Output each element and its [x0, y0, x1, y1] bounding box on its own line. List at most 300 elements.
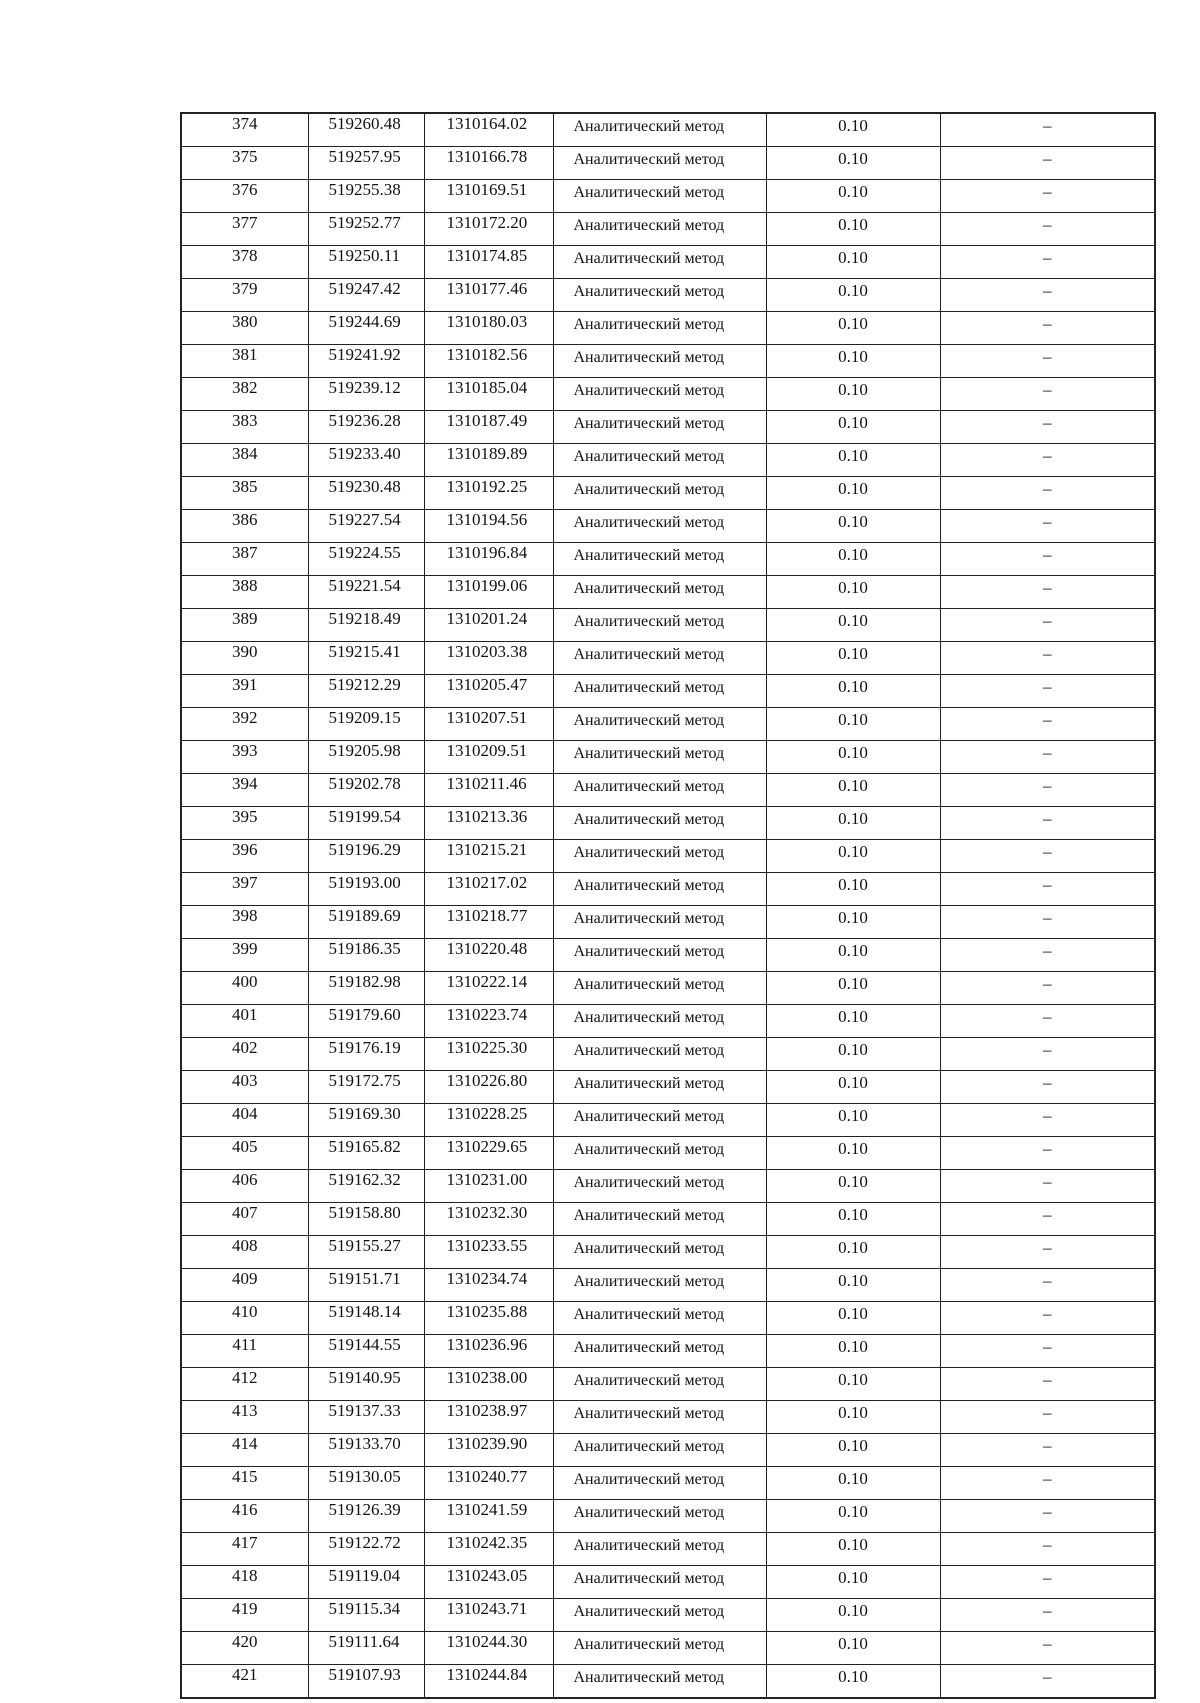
description-cell: – [940, 1137, 1155, 1170]
point-number-cell: 404 [181, 1104, 308, 1137]
table-row [181, 411, 1155, 444]
method-cell: Аналитический метод [553, 213, 766, 246]
y-coordinate-cell: 1310231.00 [424, 1170, 553, 1203]
description-cell: – [940, 1632, 1155, 1665]
y-coordinate-cell: 1310207.51 [424, 708, 553, 741]
accuracy-cell: 0.10 [766, 807, 940, 840]
table-row [181, 1401, 1155, 1434]
accuracy-cell: 0.10 [766, 1665, 940, 1699]
x-coordinate-cell: 519155.27 [308, 1236, 424, 1269]
x-coordinate-cell: 519233.40 [308, 444, 424, 477]
description-cell: – [940, 312, 1155, 345]
point-number-cell: 417 [181, 1533, 308, 1566]
x-coordinate-cell: 519169.30 [308, 1104, 424, 1137]
x-coordinate-cell: 519247.42 [308, 279, 424, 312]
x-coordinate-cell: 519202.78 [308, 774, 424, 807]
x-coordinate-cell: 519176.19 [308, 1038, 424, 1071]
x-coordinate-cell: 519250.11 [308, 246, 424, 279]
x-coordinate-cell: 519130.05 [308, 1467, 424, 1500]
x-coordinate-cell: 519119.04 [308, 1566, 424, 1599]
y-coordinate-cell: 1310209.51 [424, 741, 553, 774]
method-cell: Аналитический метод [553, 1203, 766, 1236]
accuracy-cell: 0.10 [766, 543, 940, 576]
method-cell: Аналитический метод [553, 1500, 766, 1533]
table-row [181, 345, 1155, 378]
method-cell: Аналитический метод [553, 1236, 766, 1269]
point-number-cell: 421 [181, 1665, 308, 1699]
y-coordinate-cell: 1310180.03 [424, 312, 553, 345]
description-cell: – [940, 444, 1155, 477]
point-number-cell: 407 [181, 1203, 308, 1236]
x-coordinate-cell: 519212.29 [308, 675, 424, 708]
method-cell: Аналитический метод [553, 708, 766, 741]
x-coordinate-cell: 519107.93 [308, 1665, 424, 1699]
accuracy-cell: 0.10 [766, 1236, 940, 1269]
coordinates-table [180, 112, 1156, 1699]
description-cell: – [940, 543, 1155, 576]
point-number-cell: 405 [181, 1137, 308, 1170]
method-cell: Аналитический метод [553, 246, 766, 279]
x-coordinate-cell: 519205.98 [308, 741, 424, 774]
table-row [181, 113, 1155, 147]
accuracy-cell: 0.10 [766, 576, 940, 609]
y-coordinate-cell: 1310243.05 [424, 1566, 553, 1599]
table-row [181, 213, 1155, 246]
method-cell: Аналитический метод [553, 1665, 766, 1699]
point-number-cell: 384 [181, 444, 308, 477]
method-cell: Аналитический метод [553, 1170, 766, 1203]
x-coordinate-cell: 519257.95 [308, 147, 424, 180]
method-cell: Аналитический метод [553, 741, 766, 774]
method-cell: Аналитический метод [553, 1104, 766, 1137]
table-row [181, 1170, 1155, 1203]
method-cell: Аналитический метод [553, 576, 766, 609]
table-row [181, 1500, 1155, 1533]
y-coordinate-cell: 1310238.97 [424, 1401, 553, 1434]
table-row [181, 609, 1155, 642]
accuracy-cell: 0.10 [766, 1038, 940, 1071]
method-cell: Аналитический метод [553, 1632, 766, 1665]
point-number-cell: 394 [181, 774, 308, 807]
x-coordinate-cell: 519230.48 [308, 477, 424, 510]
description-cell: – [940, 1368, 1155, 1401]
description-cell: – [940, 609, 1155, 642]
description-cell: – [940, 807, 1155, 840]
method-cell: Аналитический метод [553, 807, 766, 840]
point-number-cell: 378 [181, 246, 308, 279]
accuracy-cell: 0.10 [766, 1137, 940, 1170]
y-coordinate-cell: 1310164.02 [424, 113, 553, 147]
y-coordinate-cell: 1310244.84 [424, 1665, 553, 1699]
point-number-cell: 398 [181, 906, 308, 939]
method-cell: Аналитический метод [553, 906, 766, 939]
description-cell: – [940, 972, 1155, 1005]
description-cell: – [940, 411, 1155, 444]
accuracy-cell: 0.10 [766, 312, 940, 345]
point-number-cell: 420 [181, 1632, 308, 1665]
y-coordinate-cell: 1310203.38 [424, 642, 553, 675]
y-coordinate-cell: 1310239.90 [424, 1434, 553, 1467]
table-row [181, 1005, 1155, 1038]
point-number-cell: 396 [181, 840, 308, 873]
accuracy-cell: 0.10 [766, 972, 940, 1005]
method-cell: Аналитический метод [553, 840, 766, 873]
table-row [181, 279, 1155, 312]
accuracy-cell: 0.10 [766, 1467, 940, 1500]
table-row [181, 1104, 1155, 1137]
x-coordinate-cell: 519122.72 [308, 1533, 424, 1566]
y-coordinate-cell: 1310196.84 [424, 543, 553, 576]
description-cell: – [940, 180, 1155, 213]
table-row [181, 1368, 1155, 1401]
description-cell: – [940, 1302, 1155, 1335]
method-cell: Аналитический метод [553, 147, 766, 180]
accuracy-cell: 0.10 [766, 113, 940, 147]
accuracy-cell: 0.10 [766, 1302, 940, 1335]
accuracy-cell: 0.10 [766, 180, 940, 213]
accuracy-cell: 0.10 [766, 1500, 940, 1533]
y-coordinate-cell: 1310187.49 [424, 411, 553, 444]
table-row [181, 972, 1155, 1005]
description-cell: – [940, 246, 1155, 279]
method-cell: Аналитический метод [553, 1533, 766, 1566]
y-coordinate-cell: 1310194.56 [424, 510, 553, 543]
x-coordinate-cell: 519244.69 [308, 312, 424, 345]
table-row [181, 1071, 1155, 1104]
method-cell: Аналитический метод [553, 1599, 766, 1632]
point-number-cell: 408 [181, 1236, 308, 1269]
x-coordinate-cell: 519111.64 [308, 1632, 424, 1665]
description-cell: – [940, 510, 1155, 543]
point-number-cell: 413 [181, 1401, 308, 1434]
accuracy-cell: 0.10 [766, 840, 940, 873]
description-cell: – [940, 1533, 1155, 1566]
description-cell: – [940, 675, 1155, 708]
table-row [181, 1335, 1155, 1368]
accuracy-cell: 0.10 [766, 708, 940, 741]
y-coordinate-cell: 1310189.89 [424, 444, 553, 477]
table-row [181, 741, 1155, 774]
method-cell: Аналитический метод [553, 609, 766, 642]
coordinates-table-body [181, 113, 1155, 1698]
accuracy-cell: 0.10 [766, 213, 940, 246]
x-coordinate-cell: 519115.34 [308, 1599, 424, 1632]
x-coordinate-cell: 519193.00 [308, 873, 424, 906]
description-cell: – [940, 906, 1155, 939]
table-row [181, 1434, 1155, 1467]
accuracy-cell: 0.10 [766, 378, 940, 411]
table-row [181, 576, 1155, 609]
table-row [181, 1467, 1155, 1500]
y-coordinate-cell: 1310177.46 [424, 279, 553, 312]
description-cell: – [940, 1335, 1155, 1368]
point-number-cell: 392 [181, 708, 308, 741]
method-cell: Аналитический метод [553, 1005, 766, 1038]
y-coordinate-cell: 1310241.59 [424, 1500, 553, 1533]
table-row [181, 774, 1155, 807]
x-coordinate-cell: 519172.75 [308, 1071, 424, 1104]
accuracy-cell: 0.10 [766, 675, 940, 708]
description-cell: – [940, 279, 1155, 312]
method-cell: Аналитический метод [553, 1566, 766, 1599]
y-coordinate-cell: 1310232.30 [424, 1203, 553, 1236]
accuracy-cell: 0.10 [766, 411, 940, 444]
accuracy-cell: 0.10 [766, 1335, 940, 1368]
method-cell: Аналитический метод [553, 180, 766, 213]
point-number-cell: 375 [181, 147, 308, 180]
method-cell: Аналитический метод [553, 279, 766, 312]
y-coordinate-cell: 1310213.36 [424, 807, 553, 840]
point-number-cell: 379 [181, 279, 308, 312]
point-number-cell: 380 [181, 312, 308, 345]
accuracy-cell: 0.10 [766, 1203, 940, 1236]
method-cell: Аналитический метод [553, 345, 766, 378]
accuracy-cell: 0.10 [766, 906, 940, 939]
x-coordinate-cell: 519224.55 [308, 543, 424, 576]
y-coordinate-cell: 1310166.78 [424, 147, 553, 180]
y-coordinate-cell: 1310220.48 [424, 939, 553, 972]
accuracy-cell: 0.10 [766, 774, 940, 807]
description-cell: – [940, 708, 1155, 741]
point-number-cell: 400 [181, 972, 308, 1005]
accuracy-cell: 0.10 [766, 279, 940, 312]
accuracy-cell: 0.10 [766, 741, 940, 774]
accuracy-cell: 0.10 [766, 510, 940, 543]
table-row [181, 180, 1155, 213]
method-cell: Аналитический метод [553, 378, 766, 411]
x-coordinate-cell: 519179.60 [308, 1005, 424, 1038]
table-row [181, 840, 1155, 873]
point-number-cell: 388 [181, 576, 308, 609]
table-row [181, 1632, 1155, 1665]
description-cell: – [940, 1236, 1155, 1269]
point-number-cell: 383 [181, 411, 308, 444]
accuracy-cell: 0.10 [766, 1434, 940, 1467]
accuracy-cell: 0.10 [766, 444, 940, 477]
method-cell: Аналитический метод [553, 1038, 766, 1071]
point-number-cell: 419 [181, 1599, 308, 1632]
description-cell: – [940, 1566, 1155, 1599]
table-row [181, 1665, 1155, 1699]
x-coordinate-cell: 519252.77 [308, 213, 424, 246]
description-cell: – [940, 1170, 1155, 1203]
description-cell: – [940, 147, 1155, 180]
y-coordinate-cell: 1310243.71 [424, 1599, 553, 1632]
x-coordinate-cell: 519218.49 [308, 609, 424, 642]
method-cell: Аналитический метод [553, 1401, 766, 1434]
y-coordinate-cell: 1310229.65 [424, 1137, 553, 1170]
table-row [181, 1269, 1155, 1302]
accuracy-cell: 0.10 [766, 477, 940, 510]
x-coordinate-cell: 519255.38 [308, 180, 424, 213]
method-cell: Аналитический метод [553, 774, 766, 807]
y-coordinate-cell: 1310172.20 [424, 213, 553, 246]
table-row [181, 1038, 1155, 1071]
accuracy-cell: 0.10 [766, 1104, 940, 1137]
accuracy-cell: 0.10 [766, 1071, 940, 1104]
method-cell: Аналитический метод [553, 873, 766, 906]
y-coordinate-cell: 1310238.00 [424, 1368, 553, 1401]
description-cell: – [940, 1599, 1155, 1632]
x-coordinate-cell: 519239.12 [308, 378, 424, 411]
y-coordinate-cell: 1310226.80 [424, 1071, 553, 1104]
x-coordinate-cell: 519162.32 [308, 1170, 424, 1203]
method-cell: Аналитический метод [553, 312, 766, 345]
point-number-cell: 391 [181, 675, 308, 708]
x-coordinate-cell: 519158.80 [308, 1203, 424, 1236]
table-row [181, 1203, 1155, 1236]
point-number-cell: 395 [181, 807, 308, 840]
table-row [181, 1236, 1155, 1269]
table-row [181, 477, 1155, 510]
x-coordinate-cell: 519236.28 [308, 411, 424, 444]
description-cell: – [940, 213, 1155, 246]
y-coordinate-cell: 1310205.47 [424, 675, 553, 708]
description-cell: – [940, 1500, 1155, 1533]
table-row [181, 1533, 1155, 1566]
x-coordinate-cell: 519133.70 [308, 1434, 424, 1467]
description-cell: – [940, 774, 1155, 807]
y-coordinate-cell: 1310217.02 [424, 873, 553, 906]
table-row [181, 675, 1155, 708]
table-row [181, 378, 1155, 411]
point-number-cell: 374 [181, 113, 308, 147]
method-cell: Аналитический метод [553, 113, 766, 147]
point-number-cell: 401 [181, 1005, 308, 1038]
accuracy-cell: 0.10 [766, 147, 940, 180]
accuracy-cell: 0.10 [766, 642, 940, 675]
x-coordinate-cell: 519215.41 [308, 642, 424, 675]
description-cell: – [940, 113, 1155, 147]
x-coordinate-cell: 519126.39 [308, 1500, 424, 1533]
description-cell: – [940, 1665, 1155, 1699]
table-row [181, 147, 1155, 180]
table-row [181, 1566, 1155, 1599]
point-number-cell: 399 [181, 939, 308, 972]
description-cell: – [940, 840, 1155, 873]
accuracy-cell: 0.10 [766, 1368, 940, 1401]
y-coordinate-cell: 1310182.56 [424, 345, 553, 378]
y-coordinate-cell: 1310222.14 [424, 972, 553, 1005]
x-coordinate-cell: 519209.15 [308, 708, 424, 741]
y-coordinate-cell: 1310236.96 [424, 1335, 553, 1368]
point-number-cell: 414 [181, 1434, 308, 1467]
description-cell: – [940, 1434, 1155, 1467]
point-number-cell: 390 [181, 642, 308, 675]
method-cell: Аналитический метод [553, 642, 766, 675]
x-coordinate-cell: 519199.54 [308, 807, 424, 840]
accuracy-cell: 0.10 [766, 246, 940, 279]
y-coordinate-cell: 1310240.77 [424, 1467, 553, 1500]
method-cell: Аналитический метод [553, 510, 766, 543]
y-coordinate-cell: 1310244.30 [424, 1632, 553, 1665]
point-number-cell: 406 [181, 1170, 308, 1203]
description-cell: – [940, 1104, 1155, 1137]
point-number-cell: 397 [181, 873, 308, 906]
point-number-cell: 386 [181, 510, 308, 543]
accuracy-cell: 0.10 [766, 1170, 940, 1203]
table-row [181, 906, 1155, 939]
method-cell: Аналитический метод [553, 1137, 766, 1170]
table-row [181, 312, 1155, 345]
method-cell: Аналитический метод [553, 972, 766, 1005]
y-coordinate-cell: 1310201.24 [424, 609, 553, 642]
method-cell: Аналитический метод [553, 675, 766, 708]
method-cell: Аналитический метод [553, 939, 766, 972]
point-number-cell: 387 [181, 543, 308, 576]
y-coordinate-cell: 1310233.55 [424, 1236, 553, 1269]
accuracy-cell: 0.10 [766, 609, 940, 642]
x-coordinate-cell: 519186.35 [308, 939, 424, 972]
point-number-cell: 415 [181, 1467, 308, 1500]
description-cell: – [940, 939, 1155, 972]
table-row [181, 1599, 1155, 1632]
y-coordinate-cell: 1310228.25 [424, 1104, 553, 1137]
point-number-cell: 389 [181, 609, 308, 642]
method-cell: Аналитический метод [553, 411, 766, 444]
x-coordinate-cell: 519137.33 [308, 1401, 424, 1434]
method-cell: Аналитический метод [553, 1368, 766, 1401]
table-row [181, 708, 1155, 741]
method-cell: Аналитический метод [553, 477, 766, 510]
x-coordinate-cell: 519148.14 [308, 1302, 424, 1335]
table-row [181, 444, 1155, 477]
point-number-cell: 418 [181, 1566, 308, 1599]
x-coordinate-cell: 519227.54 [308, 510, 424, 543]
method-cell: Аналитический метод [553, 1302, 766, 1335]
accuracy-cell: 0.10 [766, 1632, 940, 1665]
table-row [181, 510, 1155, 543]
accuracy-cell: 0.10 [766, 1566, 940, 1599]
description-cell: – [940, 576, 1155, 609]
point-number-cell: 410 [181, 1302, 308, 1335]
method-cell: Аналитический метод [553, 444, 766, 477]
description-cell: – [940, 1038, 1155, 1071]
description-cell: – [940, 741, 1155, 774]
description-cell: – [940, 873, 1155, 906]
table-row [181, 543, 1155, 576]
accuracy-cell: 0.10 [766, 345, 940, 378]
description-cell: – [940, 1269, 1155, 1302]
y-coordinate-cell: 1310218.77 [424, 906, 553, 939]
y-coordinate-cell: 1310225.30 [424, 1038, 553, 1071]
x-coordinate-cell: 519221.54 [308, 576, 424, 609]
point-number-cell: 382 [181, 378, 308, 411]
y-coordinate-cell: 1310235.88 [424, 1302, 553, 1335]
x-coordinate-cell: 519241.92 [308, 345, 424, 378]
description-cell: – [940, 1203, 1155, 1236]
table-row [181, 1137, 1155, 1170]
point-number-cell: 381 [181, 345, 308, 378]
y-coordinate-cell: 1310174.85 [424, 246, 553, 279]
y-coordinate-cell: 1310199.06 [424, 576, 553, 609]
method-cell: Аналитический метод [553, 1071, 766, 1104]
table-row [181, 642, 1155, 675]
method-cell: Аналитический метод [553, 1269, 766, 1302]
method-cell: Аналитический метод [553, 543, 766, 576]
description-cell: – [940, 1005, 1155, 1038]
y-coordinate-cell: 1310223.74 [424, 1005, 553, 1038]
description-cell: – [940, 1467, 1155, 1500]
table-row [181, 873, 1155, 906]
y-coordinate-cell: 1310215.21 [424, 840, 553, 873]
description-cell: – [940, 1401, 1155, 1434]
point-number-cell: 385 [181, 477, 308, 510]
accuracy-cell: 0.10 [766, 1005, 940, 1038]
description-cell: – [940, 477, 1155, 510]
method-cell: Аналитический метод [553, 1335, 766, 1368]
x-coordinate-cell: 519144.55 [308, 1335, 424, 1368]
